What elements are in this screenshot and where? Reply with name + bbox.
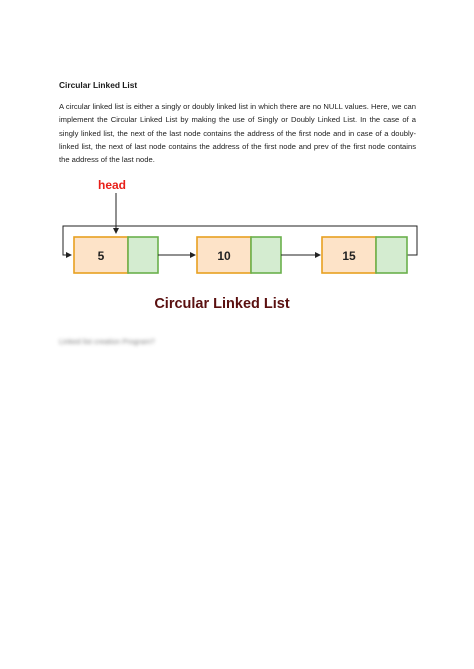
node-3-value: 15	[342, 249, 356, 263]
head-label: head	[98, 178, 127, 192]
node-3	[322, 237, 407, 273]
node-2	[197, 237, 281, 273]
section-heading: Circular Linked List	[59, 80, 138, 90]
node-2-value: 10	[217, 249, 231, 263]
node-1-value: 5	[97, 249, 105, 263]
body-paragraph: A circular linked list is either a singly or doubly linked list in which there are no NULL values. Here, we can implement the Circular Linked List by making the use of Singly or Doubly Linked List. In the case of a singly linked list, the next of the last node contains the address of the first node and in case of a doubly-linked list, the next of last node contains the address of the first node and prev of the first node contains the address of the last node.	[59, 102, 416, 165]
circular-linked-list-diagram	[0, 170, 474, 320]
blurred-text: Linked list creation Program?	[59, 337, 155, 346]
node-1	[74, 237, 158, 273]
node-1-next-cell	[128, 237, 158, 273]
node-2-next-cell	[251, 237, 281, 273]
node-3-next-cell	[376, 237, 407, 273]
diagram-caption: Circular Linked List	[154, 296, 290, 312]
